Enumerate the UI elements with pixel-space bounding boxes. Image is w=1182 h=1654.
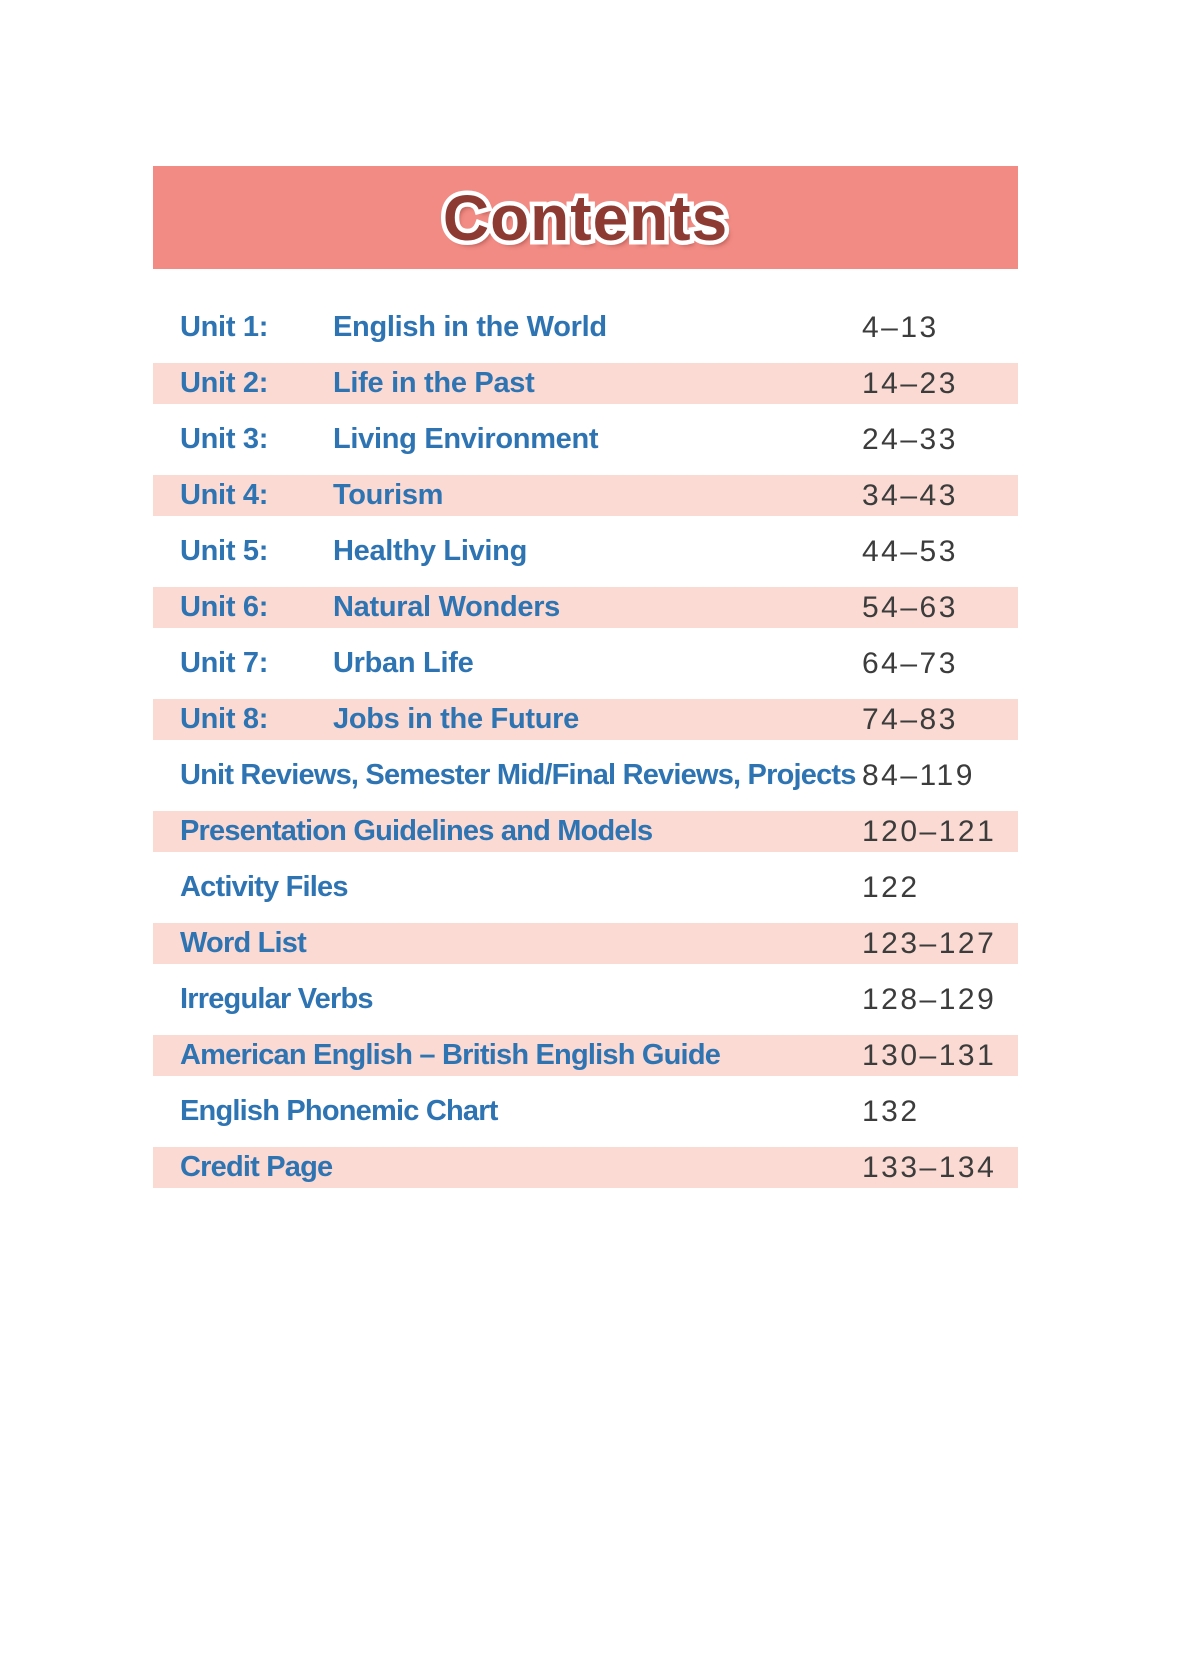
page-range: 84–119 xyxy=(862,758,975,792)
page-range: 133–134 xyxy=(862,1150,997,1184)
unit-label: Unit 6: xyxy=(180,591,269,623)
page-range: 128–129 xyxy=(862,982,997,1016)
unit-label: Unit 8: xyxy=(180,703,269,735)
entry-title: Irregular Verbs xyxy=(180,983,373,1015)
entry-title: Unit Reviews, Semester Mid/Final Reviews, Projects xyxy=(180,759,856,791)
toc-row xyxy=(153,811,1018,852)
entry-title: Natural Wonders xyxy=(333,591,561,623)
page-range: 120–121 xyxy=(862,814,997,848)
entry-title: Activity Files xyxy=(180,871,348,903)
toc-row xyxy=(153,363,1018,404)
unit-label: Unit 2: xyxy=(180,367,269,399)
page-range: 123–127 xyxy=(862,926,997,960)
unit-label: Unit 4: xyxy=(180,479,269,511)
unit-label: Unit 1: xyxy=(180,311,269,343)
entry-title: English in the World xyxy=(333,311,607,343)
page-range: 54–63 xyxy=(862,590,958,624)
unit-label: Unit 7: xyxy=(180,647,269,679)
page-range: 130–131 xyxy=(862,1038,997,1072)
toc-row xyxy=(153,643,1018,684)
toc-row xyxy=(153,1147,1018,1188)
toc-row xyxy=(153,699,1018,740)
entry-title: Tourism xyxy=(333,479,444,511)
toc-row xyxy=(153,755,1018,796)
table-of-contents xyxy=(153,300,1018,1203)
toc-row xyxy=(153,867,1018,908)
page-range: 64–73 xyxy=(862,646,958,680)
entry-title: Presentation Guidelines and Models xyxy=(180,815,653,847)
page-title: Contents Contents xyxy=(443,186,728,250)
entry-title: Urban Life xyxy=(333,647,474,679)
toc-row xyxy=(153,307,1018,348)
entry-title: Credit Page xyxy=(180,1151,333,1183)
entry-title: Life in the Past xyxy=(333,367,535,399)
toc-row xyxy=(153,419,1018,460)
entry-title: English Phonemic Chart xyxy=(180,1095,498,1127)
contents-banner xyxy=(153,166,1018,269)
page-range: 122 xyxy=(862,870,920,904)
toc-row xyxy=(153,923,1018,964)
page-range: 132 xyxy=(862,1094,920,1128)
entry-title: American English – British English Guide xyxy=(180,1039,721,1071)
toc-row xyxy=(153,1091,1018,1132)
toc-row xyxy=(153,531,1018,572)
page-range: 34–43 xyxy=(862,478,958,512)
entry-title: Word List xyxy=(180,927,306,959)
entry-title: Living Environment xyxy=(333,423,599,455)
page-range: 4–13 xyxy=(862,310,939,344)
entry-title: Jobs in the Future xyxy=(333,703,579,735)
entry-title: Healthy Living xyxy=(333,535,527,567)
page-range: 24–33 xyxy=(862,422,958,456)
toc-row xyxy=(153,587,1018,628)
toc-row xyxy=(153,475,1018,516)
toc-row xyxy=(153,1035,1018,1076)
page-range: 74–83 xyxy=(862,702,958,736)
page-range: 44–53 xyxy=(862,534,958,568)
unit-label: Unit 3: xyxy=(180,423,269,455)
toc-row xyxy=(153,979,1018,1020)
unit-label: Unit 5: xyxy=(180,535,269,567)
page-range: 14–23 xyxy=(862,366,958,400)
